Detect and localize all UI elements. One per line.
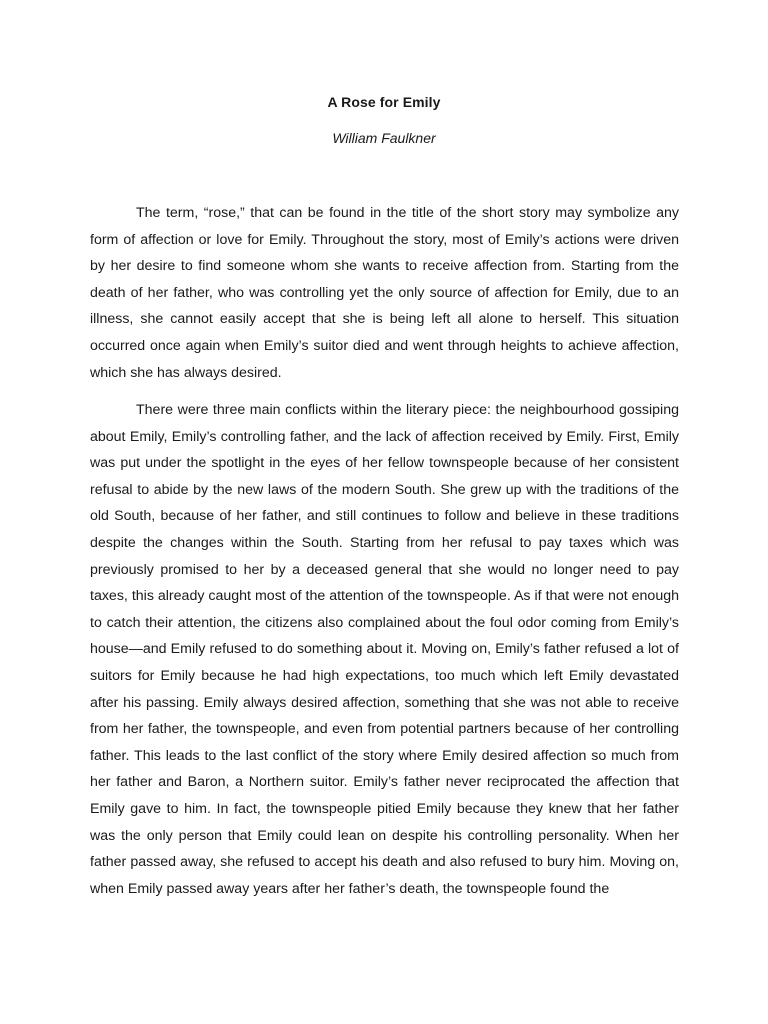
- paragraph-2: There were three main conflicts within the literary piece: the neighbourhood gossiping about Emily, Emily’s controlling father, and the lack of affection received by Emily. First, Emily was put under the spotlight in the eyes of her fellow townspeople because of her consistent refusal to abide by the new laws of the modern South. She grew up with the traditions of the old South, because of her father, and still continues to follow and believe in these traditions despite the changes within the South. Starting from her refusal to pay taxes which was previously promised to her by a deceased general that she would no longer need to pay taxes, this already caught most of the attention of the townspeople. As if that were not enough to catch their attention, the citizens also complained about the foul odor coming from Emily’s house—and Emily refused to do something about it. Moving on, Emily’s father refused a lot of suitors for Emily because he had high expectations, too much which left Emily devastated after his passing. Emily always desired affection, something that she was not able to receive from her father, the townspeople, and even from potential partners because of her controlling father. This leads to the last conflict of the story where Emily desired affection so much from her father and Baron, a Northern suitor. Emily’s father never reciprocated the affection that Emily gave to him. In fact, the townspeople pitied Emily because they knew that her father was the only person that Emily could lean on despite his controlling personality. When her father passed away, she refused to accept his death and also refused to bury him. Moving on, when Emily passed away years after her father’s death, the townspeople found the: [90, 402, 679, 897]
- document-author: William Faulkner: [332, 130, 436, 146]
- paragraph-1: The term, “rose,” that can be found in the title of the short story may symbolize any form of affection or love for Emily. Throughout the story, most of Emily’s actions were driven by her desire to find someone whom she wants to receive affection from. Starting from the death of her father, who was controlling yet the only source of affection for Emily, due to an illness, she cannot easily accept that she is being left all alone to herself. This situation occurred once again when Emily’s suitor died and went through heights to achieve affection, which she has always desired.: [90, 205, 679, 381]
- document-title: A Rose for Emily: [327, 94, 441, 110]
